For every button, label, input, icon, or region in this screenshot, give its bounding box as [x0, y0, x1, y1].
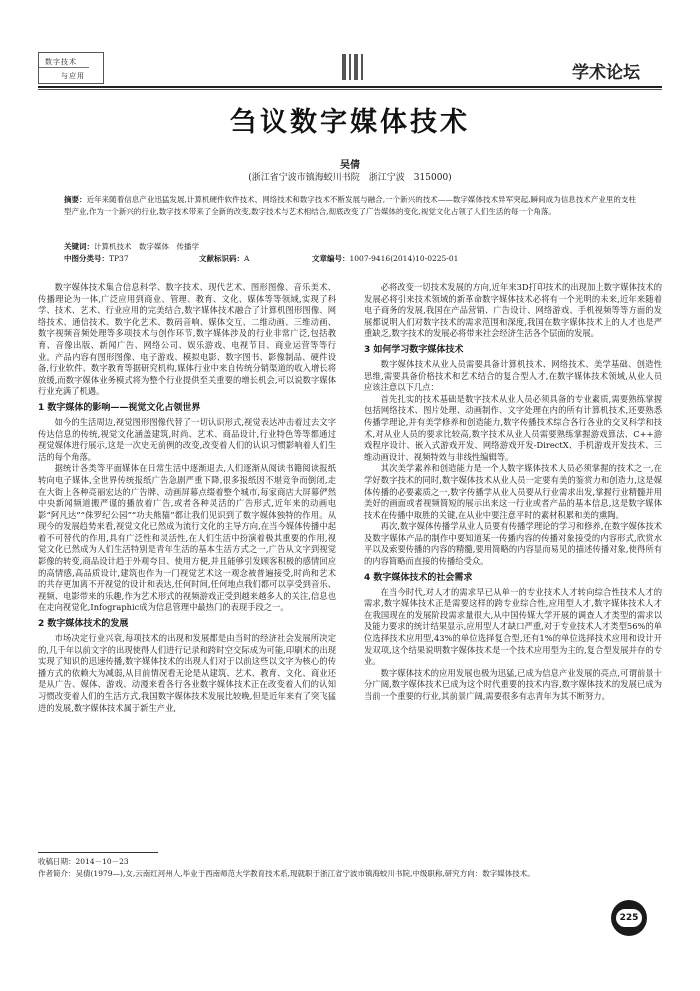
body-column-right	[364, 282, 662, 703]
paragraph: 首先扎实的技术基础是数字技术从业人员必须具备的专业素质,需要熟练掌握包括网络技术、图片处理、动画制作、文字处理在内的所有计算机技术,还要熟悉传播学理论,并有美学修养和创造能力,数字传播技术综合各行各业的交叉科学和技术,对从业人员的要求比较高,数字技术从业人员需要熟练掌握游戏算法、C++游戏程序设计、嵌入式游戏开发、网络游戏开发-DirectX、手机游戏开发技术、三维动画设计、视频特效与非线性编辑等。	[364, 393, 662, 462]
keywords-label: 关键词：	[64, 242, 94, 251]
clc-label: 中图分类号：	[64, 254, 109, 263]
abstract	[64, 194, 636, 217]
footnote-rule	[38, 852, 158, 853]
abstract-label: 摘要：	[64, 195, 87, 204]
abstract-text: 近年来随着信息产业迅猛发展,计算机硬件软件技术、网络技术和数字技术不断发展与融合,一个新兴的技术——数字媒体技术异军突起,瞬间成为信息技术产业里的支柱型产业,作为一个新兴的行业,数字技术带来了全新的改变,数字技术与艺术相结合,彻底改变了广告媒体的变化,视觉文化占领了人们生活的每一个角落。	[64, 195, 636, 216]
clc-value: TP37	[109, 254, 129, 263]
section-heading-4: 4 数字媒体技术的社会需求	[364, 572, 473, 583]
paragraph: 数字媒体技术的应用发展也极为迅猛,已成为信息产业发展的亮点,可谓前景十分广阔,数字媒体技术已成为这个时代重要的技术内容,数字媒体技术的发展已成为当前一个重要的行业,其前景广阔,需要很多有志青年为其不断努力。	[364, 667, 662, 701]
article-title: 刍议数字媒体技术	[230, 107, 470, 138]
keywords-text: 计算机技术 数字媒体 传播学	[94, 242, 199, 251]
page-number: 225	[616, 909, 642, 927]
article-identifiers	[64, 253, 636, 264]
affiliation: (浙江省宁波市镇海蛟川书院 浙江宁波 315000)	[248, 173, 452, 183]
section-heading-2: 2 数字媒体技术的发展	[38, 619, 129, 630]
paragraph: 市场决定行业兴衰,每项技术的出现和发展都是由当时的经济社会发展所决定的,几千年以前文字的出现使得人们进行记录和跨时空交际成为可能,印刷术的出现实现了知识的迅速传播,数字媒体技术的出现人们对于以前这些以文字为核心的传播方式的依赖大为减弱,从目前情况看无论是从建筑、艺术、教育、文化、商业还是从广告、媒体、游戏、动漫来看各行各业数字媒体技术正在改变着人们的认知习惯改变着人们的生活方式,我国数字媒体技术发展比较晚,但是近年来有了突飞猛进的发展,数字媒体技术属于新生产业,	[38, 633, 336, 713]
section-label: 学术论坛	[572, 63, 640, 83]
author-bio: 作者简介：吴倩(1979—),女,云南红河州人,毕业于西南师范大学教育技术系,现就职于浙江省宁波市镇海蛟川书院,中级职称,研究方向：数字媒体技术。	[38, 868, 535, 878]
page-number-badge	[611, 900, 647, 936]
doc-code-value: A	[244, 254, 250, 263]
paragraph: 据统计各类等平面媒体在日常生活中逐渐退去,人们逐渐从阅读书籍阅读报纸转向电子媒体,全世界传统报纸广告急剧严重下降,很多报纸因不堪竞争而倒闭,走在大街上各种亮丽宏达的广告牌、动画屏幕点缀着整个城市,每家商店大屏幕俨然中央新闻频道搬严谨的播放着广告,或者各种灵活的广告形式,近年来的动画电影“阿凡达”“侏罗纪公园”“功夫熊猫”都让我们见识到了数字媒体独特的作用。从现今的发展趋势来看,视觉文化已然成为流行文化的主导方向,在当今媒体传播中起着不可替代的作用,具有广泛性和灵活性,在人们生活中扮演着极其重要的作用,视觉文化已然成为人们生活特别是青年生活的基本生活方式之一,广告从文字到视觉影像的转变,商品设计趋于外观夸目、使用方便,并且能够引发顾客积极的感情回应的高情感,高品质设计,建筑也作为一门视觉艺术这一观念被普遍接受,时尚和艺术的共存更加离不开视觉的设计和表达,任何时间,任何地点我们都可以享受到音乐、视频、电影带来的乐趣,作为艺术形式的视频游戏正受到越来越多人的关注,信息也在走向视觉化,Infographic成为信息管理中最热门的表现手段之一。	[38, 463, 336, 613]
footnote	[38, 856, 660, 879]
section-heading-3: 3 如何学习数字媒体技术	[364, 344, 464, 355]
journal-logo	[38, 52, 104, 84]
doc-code-label: 文献标识码：	[199, 254, 244, 263]
journal-name-line1: 数字技术	[39, 57, 89, 68]
paragraph: 数字媒体技术集合信息科学、数字技术、现代艺术、图形图像、音乐美术、传播理论为一体,广泛应用到商业、管理、教育、文化、媒体等等领域,实现了科学、技术、艺术、行业应用的完美结合,数字媒体技术融合了计算机图形图像、网络技术、通信技术、数字化艺术、数码音响、媒体交互、二维动画、三维动画、数字视频音频处理等多项技术与创作环节,数字媒体涉及的行业非常广泛,包括教育、音像出版、新闻广告、网络公司、娱乐游戏、电视节目、商业运营等等行业。产品内容有图形图像、电子游戏、模拟电影、数字图书、影像制品、硬件设备,行业软件、数字教育等据研究机构,媒体行业中来自传统分销渠道的收入增长将放缓,而数字媒体业务模式将为整个行业提供至关重要的增长机会,可以说数字媒体行业充满了机遇。	[38, 282, 336, 397]
journal-name-line2: 与应用	[61, 72, 85, 80]
article-no-value: 1007-9416(2014)10-0225-01	[349, 254, 459, 263]
header-rule-thin	[38, 89, 662, 90]
paragraph: 在当今时代,对人才的需求早已从单一的专业技术人才转向综合性技术人才的需求,数字媒体技术正是需要这样的跨专业综合性,应用型人才,数字媒体技术人才在我国现在的发展阶段需求量很大,从中国传媒大学开展的调查人才类型的需求以及能力要求的统计结果显示,应用型人才缺口严重,对于专业技术人才类型56%的单位选择技术应用型,43%的单位选择复合型,还有1%的单位选择技术应用和设计开发双项,这个结果说明数字媒体技术是一个技术应用型为主的,复合型发展并存的专业。	[364, 586, 662, 667]
header-decoration	[342, 54, 366, 80]
paragraph: 如今的生活周边,视觉图形图像代替了一切认识形式,视觉表达冲击着过去文字传达信息的传统,视觉文化涵盖建筑,时尚、艺术、商品设计,行业特色等等都通过视觉媒体进行展示,这是一次史无前例的改变,改变着人们的认识习惯影响着人们生活的每个角落。	[38, 416, 336, 462]
article-no-label: 文章编号：	[312, 254, 350, 263]
received-date: 收稿日期：2014－10－23	[38, 857, 129, 866]
section-heading-1: 1 数字媒体的影响——视觉文化占领世界	[38, 402, 201, 413]
paragraph: 其次美学素养和创造能力是一个人数字媒体技术人员必须掌握的技术之一,在学好数字技术的同时,数字媒体技术从业人员一定要有美的鉴赏力和创造力,这是媒体传播的必要素质之一,数字传播学从业人员要从行业需求出发,掌握行业精髓并用美好的画面或者视频简短的展示出来这一行业或者产品的基本信息,这是数字媒体技术在传播中取胜的关键,在从业中要注意平时的素材积累和美的熏陶。	[364, 463, 662, 520]
paragraph: 再次,数字媒体传播学从业人员要有传播学理论的学习和修养,在数字媒体技术及数字媒体产品的制作中要知道某一传播内容的传播对象接受的内容形式,欣赏水平以及索要传播的内容的精髓,要用简略的内容显而易见的描述传播对象,使得所有的内容简略而直接的传播给受众。	[364, 521, 662, 567]
paragraph: 数字媒体技术从业人员需要具备计算机技术、网络技术、美学基础、创造性思维,需要具备价格技术和艺术结合的复合型人才,在数字媒体技术领域,从业人员应该注意以下几点：	[364, 358, 662, 393]
author: 吴倩	[340, 160, 360, 171]
header-rule	[38, 86, 662, 88]
body-column-left	[38, 282, 336, 714]
paragraph: 必将改变一切技术发展的方向,近年来3D打印技术的出现加上数字媒体技术的发展必将引来技术领域的新革命数字媒体技术必将有一个光明的未来,近年来随着电子商务的发展,我国在产品营销、广告设计、网络游戏、手机视频等等方面的发展都说明人们对数字技术的需求范围和深度,我国在数字媒体技术上的人才也是严重缺乏,数字技术的发展必将带来社会经济生活各个层面的发展。	[364, 282, 662, 339]
keywords	[64, 241, 636, 252]
